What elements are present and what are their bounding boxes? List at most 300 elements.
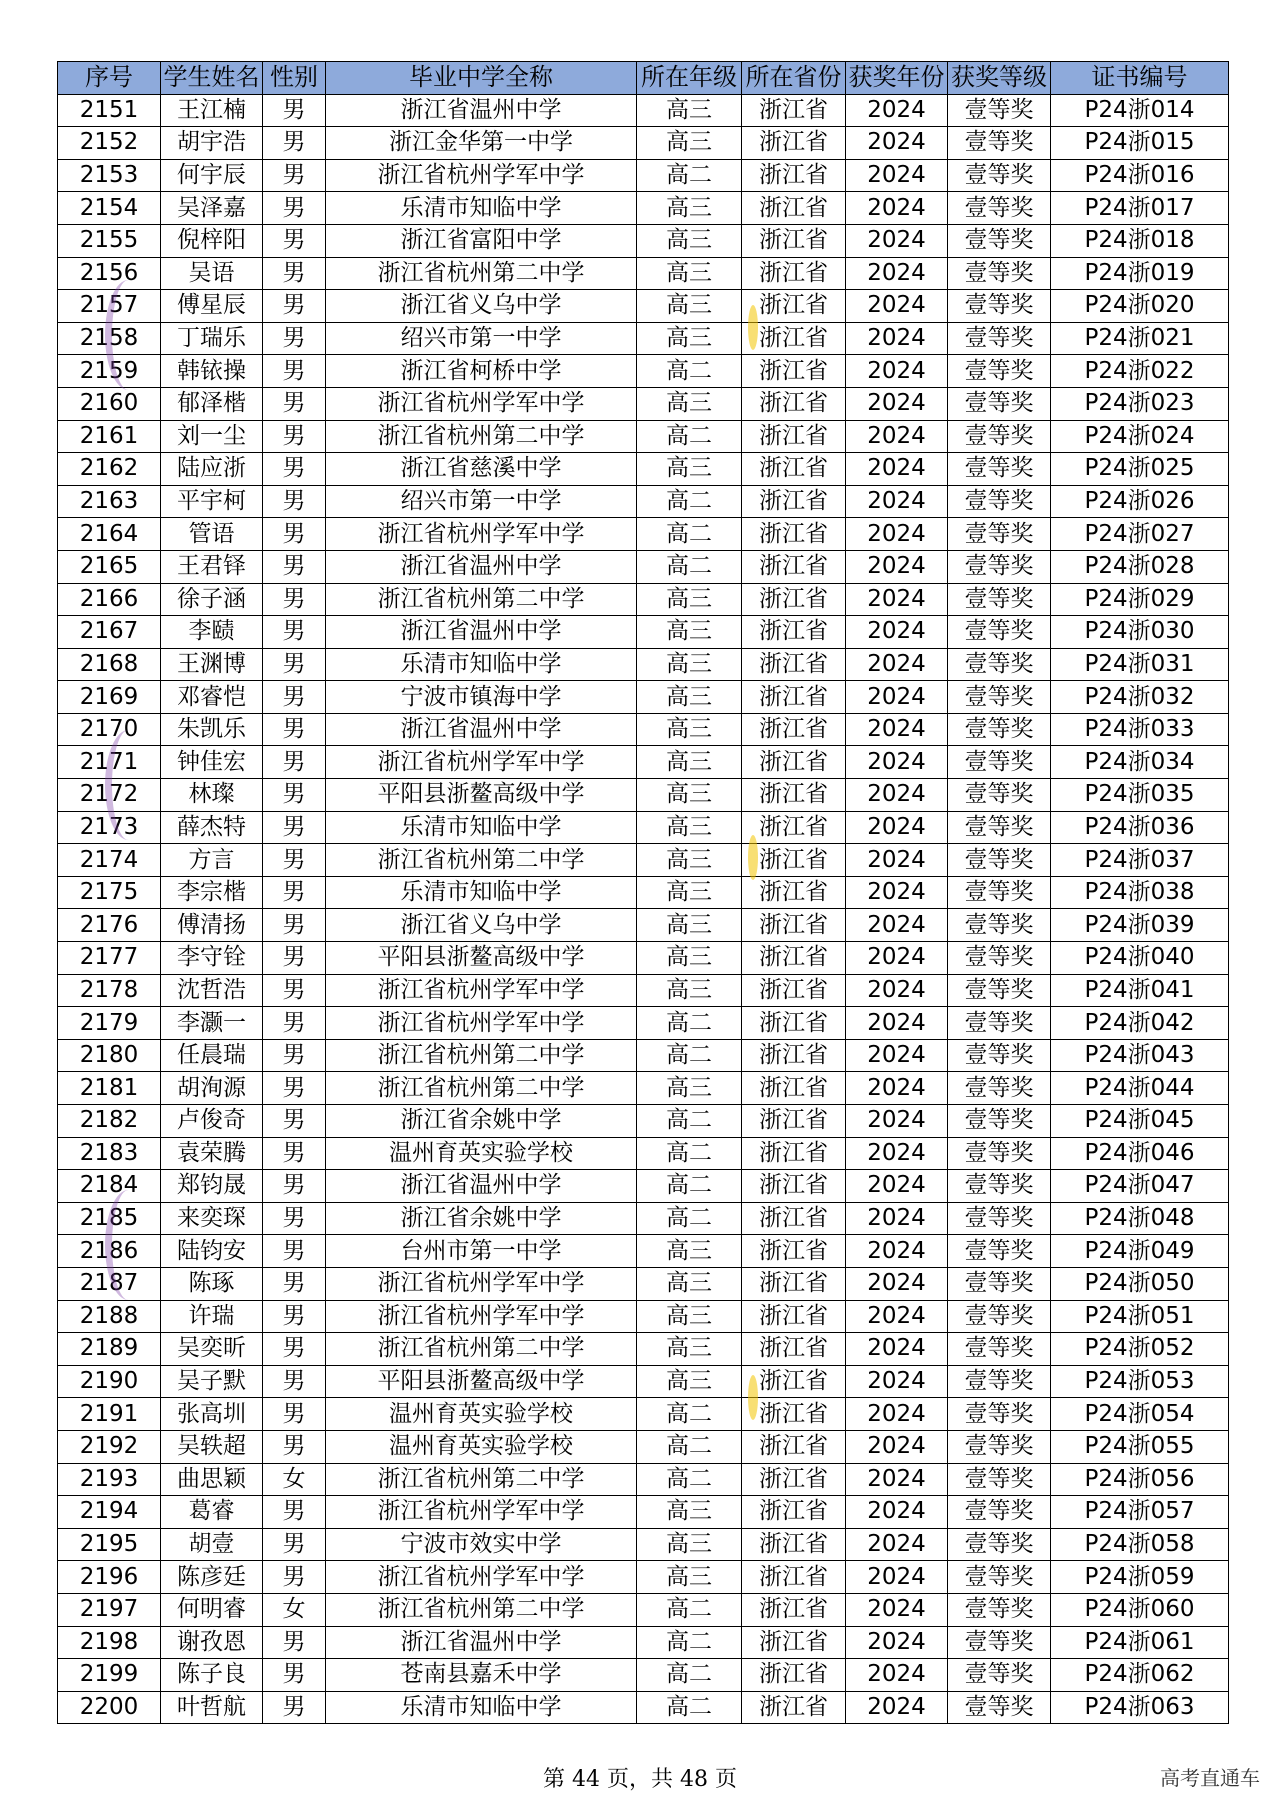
cell-award-year: 2024 [846,485,948,518]
cell-gender: 男 [263,909,326,942]
table-row [58,257,1229,290]
cell-gender: 男 [263,1039,326,1072]
cell-student-name: 徐子涵 [161,583,263,616]
cell-grade: 高三 [637,1365,742,1398]
cell-serial: 2178 [58,974,161,1007]
cell-grade: 高三 [637,1267,742,1300]
cell-award-year: 2024 [846,1300,948,1333]
cell-award-year: 2024 [846,876,948,909]
cell-student-name: 林璨 [161,779,263,812]
cell-award-level: 壹等奖 [948,1659,1051,1692]
cell-certificate-no: P24浙060 [1051,1593,1229,1626]
cell-award-level: 壹等奖 [948,1561,1051,1594]
cell-school: 乐清市知临中学 [326,876,637,909]
cell-grade: 高三 [637,811,742,844]
cell-certificate-no: P24浙031 [1051,648,1229,681]
table-row [58,224,1229,257]
cell-school: 乐清市知临中学 [326,1691,637,1724]
cell-school: 浙江省温州中学 [326,94,637,127]
cell-school: 绍兴市第一中学 [326,322,637,355]
table-row [58,1626,1229,1659]
cell-serial: 2183 [58,1137,161,1170]
header-row [58,62,1229,95]
cell-award-year: 2024 [846,1463,948,1496]
cell-province: 浙江省 [742,322,846,355]
cell-gender: 男 [263,1496,326,1529]
cell-serial: 2170 [58,713,161,746]
table-row [58,1007,1229,1040]
cell-province: 浙江省 [742,1430,846,1463]
cell-award-year: 2024 [846,1593,948,1626]
cell-gender: 男 [263,1170,326,1203]
table-body [58,94,1229,1724]
cell-grade: 高三 [637,257,742,290]
cell-province: 浙江省 [742,1398,846,1431]
cell-gender: 男 [263,1072,326,1105]
table-row [58,355,1229,388]
table-row [58,583,1229,616]
table-row [58,1430,1229,1463]
cell-award-level: 壹等奖 [948,909,1051,942]
cell-school: 浙江省杭州学军中学 [326,1267,637,1300]
cell-certificate-no: P24浙030 [1051,616,1229,649]
cell-award-year: 2024 [846,94,948,127]
cell-serial: 2180 [58,1039,161,1072]
cell-serial: 2182 [58,1105,161,1138]
cell-grade: 高三 [637,1333,742,1366]
cell-student-name: 郁泽楷 [161,387,263,420]
cell-school: 浙江省温州中学 [326,550,637,583]
cell-gender: 男 [263,159,326,192]
cell-province: 浙江省 [742,648,846,681]
cell-award-level: 壹等奖 [948,485,1051,518]
cell-certificate-no: P24浙047 [1051,1170,1229,1203]
cell-student-name: 胡壹 [161,1528,263,1561]
table-row [58,1202,1229,1235]
cell-certificate-no: P24浙063 [1051,1691,1229,1724]
cell-serial: 2155 [58,224,161,257]
cell-award-year: 2024 [846,1105,948,1138]
cell-gender: 男 [263,453,326,486]
cell-gender: 男 [263,127,326,160]
cell-school: 温州育英实验学校 [326,1137,637,1170]
cell-student-name: 李宗楷 [161,876,263,909]
cell-province: 浙江省 [742,1170,846,1203]
cell-student-name: 刘一尘 [161,420,263,453]
cell-certificate-no: P24浙045 [1051,1105,1229,1138]
cell-school: 乐清市知临中学 [326,811,637,844]
cell-award-year: 2024 [846,550,948,583]
table-row [58,746,1229,779]
cell-award-level: 壹等奖 [948,1528,1051,1561]
cell-award-year: 2024 [846,290,948,323]
cell-serial: 2168 [58,648,161,681]
table-row [58,1300,1229,1333]
cell-award-level: 壹等奖 [948,290,1051,323]
table-row [58,779,1229,812]
cell-certificate-no: P24浙033 [1051,713,1229,746]
cell-province: 浙江省 [742,1137,846,1170]
table-row [58,94,1229,127]
cell-certificate-no: P24浙050 [1051,1267,1229,1300]
cell-serial: 2179 [58,1007,161,1040]
cell-student-name: 曲思颖 [161,1463,263,1496]
cell-province: 浙江省 [742,681,846,714]
cell-student-name: 李守铨 [161,942,263,975]
cell-gender: 男 [263,1300,326,1333]
cell-award-year: 2024 [846,1235,948,1268]
table-row [58,1528,1229,1561]
cell-grade: 高二 [637,1463,742,1496]
cell-award-level: 壹等奖 [948,224,1051,257]
cell-school: 浙江省杭州第二中学 [326,1463,637,1496]
cell-award-year: 2024 [846,420,948,453]
cell-grade: 高三 [637,876,742,909]
cell-certificate-no: P24浙040 [1051,942,1229,975]
cell-province: 浙江省 [742,746,846,779]
table-row [58,1496,1229,1529]
cell-school: 浙江金华第一中学 [326,127,637,160]
cell-award-year: 2024 [846,1528,948,1561]
cell-certificate-no: P24浙038 [1051,876,1229,909]
cell-gender: 男 [263,974,326,1007]
cell-award-year: 2024 [846,1137,948,1170]
cell-school: 浙江省富阳中学 [326,224,637,257]
cell-award-level: 壹等奖 [948,942,1051,975]
cell-serial: 2193 [58,1463,161,1496]
cell-gender: 男 [263,648,326,681]
cell-award-level: 壹等奖 [948,1007,1051,1040]
cell-gender: 男 [263,1007,326,1040]
table-row [58,550,1229,583]
cell-certificate-no: P24浙057 [1051,1496,1229,1529]
cell-award-level: 壹等奖 [948,1496,1051,1529]
cell-award-level: 壹等奖 [948,453,1051,486]
cell-gender: 男 [263,942,326,975]
cell-award-level: 壹等奖 [948,420,1051,453]
cell-school: 平阳县浙鳌高级中学 [326,1365,637,1398]
cell-certificate-no: P24浙059 [1051,1561,1229,1594]
cell-certificate-no: P24浙017 [1051,192,1229,225]
cell-grade: 高三 [637,616,742,649]
cell-certificate-no: P24浙029 [1051,583,1229,616]
cell-certificate-no: P24浙032 [1051,681,1229,714]
table-row [58,1170,1229,1203]
cell-student-name: 方言 [161,844,263,877]
cell-award-year: 2024 [846,257,948,290]
cell-grade: 高二 [637,420,742,453]
cell-award-level: 壹等奖 [948,1267,1051,1300]
table-row [58,1593,1229,1626]
cell-gender: 男 [263,681,326,714]
cell-award-year: 2024 [846,648,948,681]
cell-grade: 高二 [637,1593,742,1626]
cell-certificate-no: P24浙044 [1051,1072,1229,1105]
cell-certificate-no: P24浙055 [1051,1430,1229,1463]
cell-student-name: 郑钧晟 [161,1170,263,1203]
cell-award-level: 壹等奖 [948,583,1051,616]
cell-grade: 高三 [637,974,742,1007]
cell-certificate-no: P24浙039 [1051,909,1229,942]
cell-award-level: 壹等奖 [948,1202,1051,1235]
table-row [58,942,1229,975]
cell-school: 浙江省杭州学军中学 [326,518,637,551]
cell-award-year: 2024 [846,1267,948,1300]
cell-school: 浙江省温州中学 [326,616,637,649]
cell-school: 浙江省杭州第二中学 [326,1072,637,1105]
cell-student-name: 吴泽嘉 [161,192,263,225]
cell-student-name: 胡洵源 [161,1072,263,1105]
cell-gender: 男 [263,387,326,420]
cell-award-year: 2024 [846,1072,948,1105]
cell-certificate-no: P24浙025 [1051,453,1229,486]
cell-school: 浙江省杭州学军中学 [326,746,637,779]
cell-gender: 男 [263,616,326,649]
cell-certificate-no: P24浙018 [1051,224,1229,257]
cell-award-level: 壹等奖 [948,159,1051,192]
cell-province: 浙江省 [742,1528,846,1561]
cell-award-level: 壹等奖 [948,550,1051,583]
cell-serial: 2160 [58,387,161,420]
table-row [58,127,1229,160]
cell-province: 浙江省 [742,909,846,942]
cell-province: 浙江省 [742,1235,846,1268]
cell-award-year: 2024 [846,583,948,616]
cell-school: 浙江省杭州学军中学 [326,974,637,1007]
cell-gender: 女 [263,1463,326,1496]
cell-certificate-no: P24浙024 [1051,420,1229,453]
cell-province: 浙江省 [742,192,846,225]
cell-grade: 高二 [637,1137,742,1170]
table-row [58,1072,1229,1105]
cell-award-year: 2024 [846,1626,948,1659]
cell-province: 浙江省 [742,974,846,1007]
cell-award-level: 壹等奖 [948,1463,1051,1496]
cell-gender: 男 [263,1333,326,1366]
cell-serial: 2161 [58,420,161,453]
cell-grade: 高三 [637,1300,742,1333]
cell-province: 浙江省 [742,159,846,192]
cell-school: 浙江省杭州学军中学 [326,1300,637,1333]
cell-grade: 高三 [637,713,742,746]
cell-award-level: 壹等奖 [948,1170,1051,1203]
cell-serial: 2189 [58,1333,161,1366]
cell-grade: 高二 [637,355,742,388]
cell-school: 宁波市效实中学 [326,1528,637,1561]
cell-serial: 2164 [58,518,161,551]
cell-school: 浙江省杭州学军中学 [326,1496,637,1529]
cell-grade: 高三 [637,1528,742,1561]
col-header-award-year: 获奖年份 [846,62,948,95]
cell-certificate-no: P24浙053 [1051,1365,1229,1398]
cell-grade: 高二 [637,1430,742,1463]
cell-certificate-no: P24浙042 [1051,1007,1229,1040]
cell-student-name: 袁荣腾 [161,1137,263,1170]
cell-gender: 男 [263,1561,326,1594]
cell-gender: 男 [263,485,326,518]
cell-student-name: 平宇柯 [161,485,263,518]
table-row [58,1398,1229,1431]
cell-award-year: 2024 [846,1430,948,1463]
table-row [58,290,1229,323]
cell-certificate-no: P24浙054 [1051,1398,1229,1431]
cell-certificate-no: P24浙058 [1051,1528,1229,1561]
cell-student-name: 丁瑞乐 [161,322,263,355]
cell-grade: 高三 [637,387,742,420]
cell-award-year: 2024 [846,1365,948,1398]
cell-grade: 高二 [637,1398,742,1431]
cell-award-year: 2024 [846,1659,948,1692]
cell-grade: 高三 [637,94,742,127]
cell-certificate-no: P24浙014 [1051,94,1229,127]
cell-student-name: 吴奕昕 [161,1333,263,1366]
cell-province: 浙江省 [742,583,846,616]
cell-award-year: 2024 [846,192,948,225]
cell-certificate-no: P24浙061 [1051,1626,1229,1659]
cell-certificate-no: P24浙021 [1051,322,1229,355]
table-row [58,159,1229,192]
cell-school: 温州育英实验学校 [326,1398,637,1431]
cell-gender: 男 [263,1365,326,1398]
cell-student-name: 任晨瑞 [161,1039,263,1072]
cell-award-year: 2024 [846,1039,948,1072]
cell-province: 浙江省 [742,257,846,290]
table-row [58,1333,1229,1366]
cell-serial: 2175 [58,876,161,909]
table-row [58,713,1229,746]
cell-grade: 高三 [637,681,742,714]
cell-award-level: 壹等奖 [948,713,1051,746]
cell-grade: 高二 [637,1659,742,1692]
cell-student-name: 何明睿 [161,1593,263,1626]
cell-serial: 2181 [58,1072,161,1105]
cell-serial: 2185 [58,1202,161,1235]
cell-award-level: 壹等奖 [948,844,1051,877]
cell-school: 浙江省杭州学军中学 [326,1007,637,1040]
table-row [58,322,1229,355]
cell-student-name: 管语 [161,518,263,551]
cell-award-level: 壹等奖 [948,876,1051,909]
cell-school: 浙江省杭州第二中学 [326,1333,637,1366]
cell-serial: 2162 [58,453,161,486]
cell-award-level: 壹等奖 [948,1593,1051,1626]
cell-gender: 男 [263,322,326,355]
cell-gender: 男 [263,290,326,323]
table-row [58,1235,1229,1268]
cell-grade: 高二 [637,550,742,583]
table-row [58,420,1229,453]
col-header-student-name: 学生姓名 [161,62,263,95]
cell-serial: 2165 [58,550,161,583]
cell-grade: 高三 [637,583,742,616]
table-row [58,192,1229,225]
cell-certificate-no: P24浙051 [1051,1300,1229,1333]
cell-school: 乐清市知临中学 [326,648,637,681]
cell-certificate-no: P24浙019 [1051,257,1229,290]
cell-certificate-no: P24浙043 [1051,1039,1229,1072]
cell-grade: 高三 [637,942,742,975]
cell-grade: 高二 [637,1105,742,1138]
cell-student-name: 薛杰特 [161,811,263,844]
site-watermark: 高考直通车 [1160,1766,1260,1790]
cell-serial: 2196 [58,1561,161,1594]
cell-student-name: 胡宇浩 [161,127,263,160]
table-row [58,1365,1229,1398]
cell-gender: 男 [263,224,326,257]
cell-student-name: 谢孜恩 [161,1626,263,1659]
cell-student-name: 叶哲航 [161,1691,263,1724]
cell-award-level: 壹等奖 [948,192,1051,225]
cell-award-year: 2024 [846,713,948,746]
cell-serial: 2159 [58,355,161,388]
cell-serial: 2167 [58,616,161,649]
table-row [58,1561,1229,1594]
cell-grade: 高三 [637,1235,742,1268]
cell-award-level: 壹等奖 [948,1105,1051,1138]
cell-grade: 高三 [637,779,742,812]
cell-serial: 2156 [58,257,161,290]
cell-award-level: 壹等奖 [948,779,1051,812]
cell-certificate-no: P24浙020 [1051,290,1229,323]
cell-award-year: 2024 [846,811,948,844]
cell-gender: 男 [263,257,326,290]
cell-award-year: 2024 [846,681,948,714]
cell-student-name: 何宇辰 [161,159,263,192]
cell-serial: 2176 [58,909,161,942]
table-row [58,1659,1229,1692]
cell-serial: 2173 [58,811,161,844]
cell-serial: 2163 [58,485,161,518]
cell-province: 浙江省 [742,1007,846,1040]
cell-province: 浙江省 [742,844,846,877]
table-row [58,616,1229,649]
cell-serial: 2188 [58,1300,161,1333]
cell-school: 浙江省杭州第二中学 [326,257,637,290]
cell-grade: 高二 [637,485,742,518]
cell-award-year: 2024 [846,974,948,1007]
cell-province: 浙江省 [742,485,846,518]
cell-award-level: 壹等奖 [948,1235,1051,1268]
cell-gender: 男 [263,779,326,812]
cell-certificate-no: P24浙023 [1051,387,1229,420]
table-row [58,453,1229,486]
cell-school: 浙江省杭州学军中学 [326,159,637,192]
cell-grade: 高三 [637,844,742,877]
cell-award-level: 壹等奖 [948,1072,1051,1105]
cell-gender: 男 [263,1626,326,1659]
cell-award-year: 2024 [846,224,948,257]
cell-province: 浙江省 [742,290,846,323]
cell-serial: 2195 [58,1528,161,1561]
cell-gender: 男 [263,1235,326,1268]
cell-serial: 2157 [58,290,161,323]
table-row [58,909,1229,942]
cell-school: 浙江省柯桥中学 [326,355,637,388]
cell-gender: 男 [263,1137,326,1170]
col-header-award-level: 获奖等级 [948,62,1051,95]
cell-award-year: 2024 [846,127,948,160]
cell-gender: 男 [263,192,326,225]
cell-province: 浙江省 [742,94,846,127]
cell-award-year: 2024 [846,355,948,388]
table-row [58,844,1229,877]
cell-certificate-no: P24浙046 [1051,1137,1229,1170]
cell-student-name: 王君铎 [161,550,263,583]
cell-award-year: 2024 [846,746,948,779]
cell-province: 浙江省 [742,1333,846,1366]
cell-award-level: 壹等奖 [948,322,1051,355]
cell-award-level: 壹等奖 [948,1039,1051,1072]
